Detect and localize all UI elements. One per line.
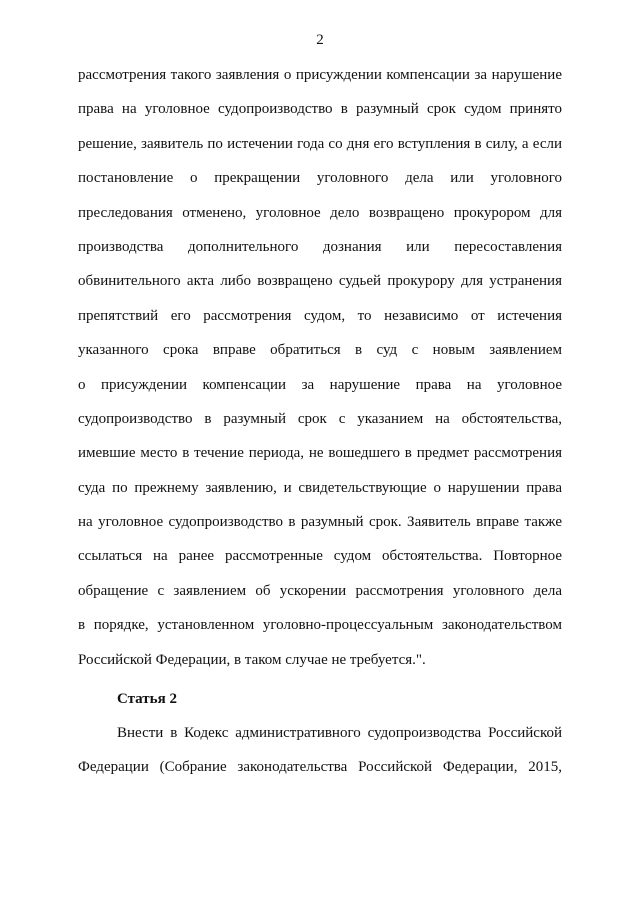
text-line: решение, заявитель по истечении года со дня его вступления в силу, а если [78,135,562,152]
text-line: Внести в Кодекс административного судопроизводства Российской [117,725,562,741]
text-line: на уголовное судопроизводство в разумный срок. Заявитель вправе также [78,514,562,531]
article-heading: Статья 2 [117,691,177,707]
text-line: о присуждении компенсации за нарушение права на уголовное [78,376,562,393]
text-line: препятствий его рассмотрения судом, то независимо от истечения [78,307,562,324]
text-line: Федерации (Собрание законодательства Российской Федерации, 2015, [78,759,562,776]
text-line: постановление о прекращении уголовного дела или уголовного [78,170,562,187]
text-line: обращение с заявлением об ускорении рассмотрения уголовного дела [78,582,562,599]
text-line: рассмотрения такого заявления о присуждении компенсации за нарушение [78,67,562,83]
text-line: судопроизводство в разумный срок с указанием на обстоятельства, [78,410,562,427]
text-line: ссылаться на ранее рассмотренные судом обстоятельства. Повторное [78,548,562,565]
text-line: преследования отменено, уголовное дело возвращено прокурором для [78,204,562,221]
text-line: Российской Федерации, в таком случае не требуется.". [78,651,426,668]
text-line: указанного срока вправе обратиться в суд с новым заявлением [78,342,562,359]
text-line: обвинительного акта либо возвращено судьей прокурору для устранения [78,273,562,290]
page-number: 2 [316,32,324,48]
text-line: имевшие место в течение периода, не вошедшего в предмет рассмотрения [78,445,562,462]
text-line: производства дополнительного дознания или пересоставления [78,238,562,255]
text-line: суда по прежнему заявлению, и свидетельствующие о нарушении права [78,479,562,496]
text-line: права на уголовное судопроизводство в разумный срок судом принято [78,101,562,118]
paragraph-body [78,58,562,677]
text-line: в порядке, установленном уголовно-процессуальным законодательством [78,617,562,634]
article-paragraph [78,716,562,785]
